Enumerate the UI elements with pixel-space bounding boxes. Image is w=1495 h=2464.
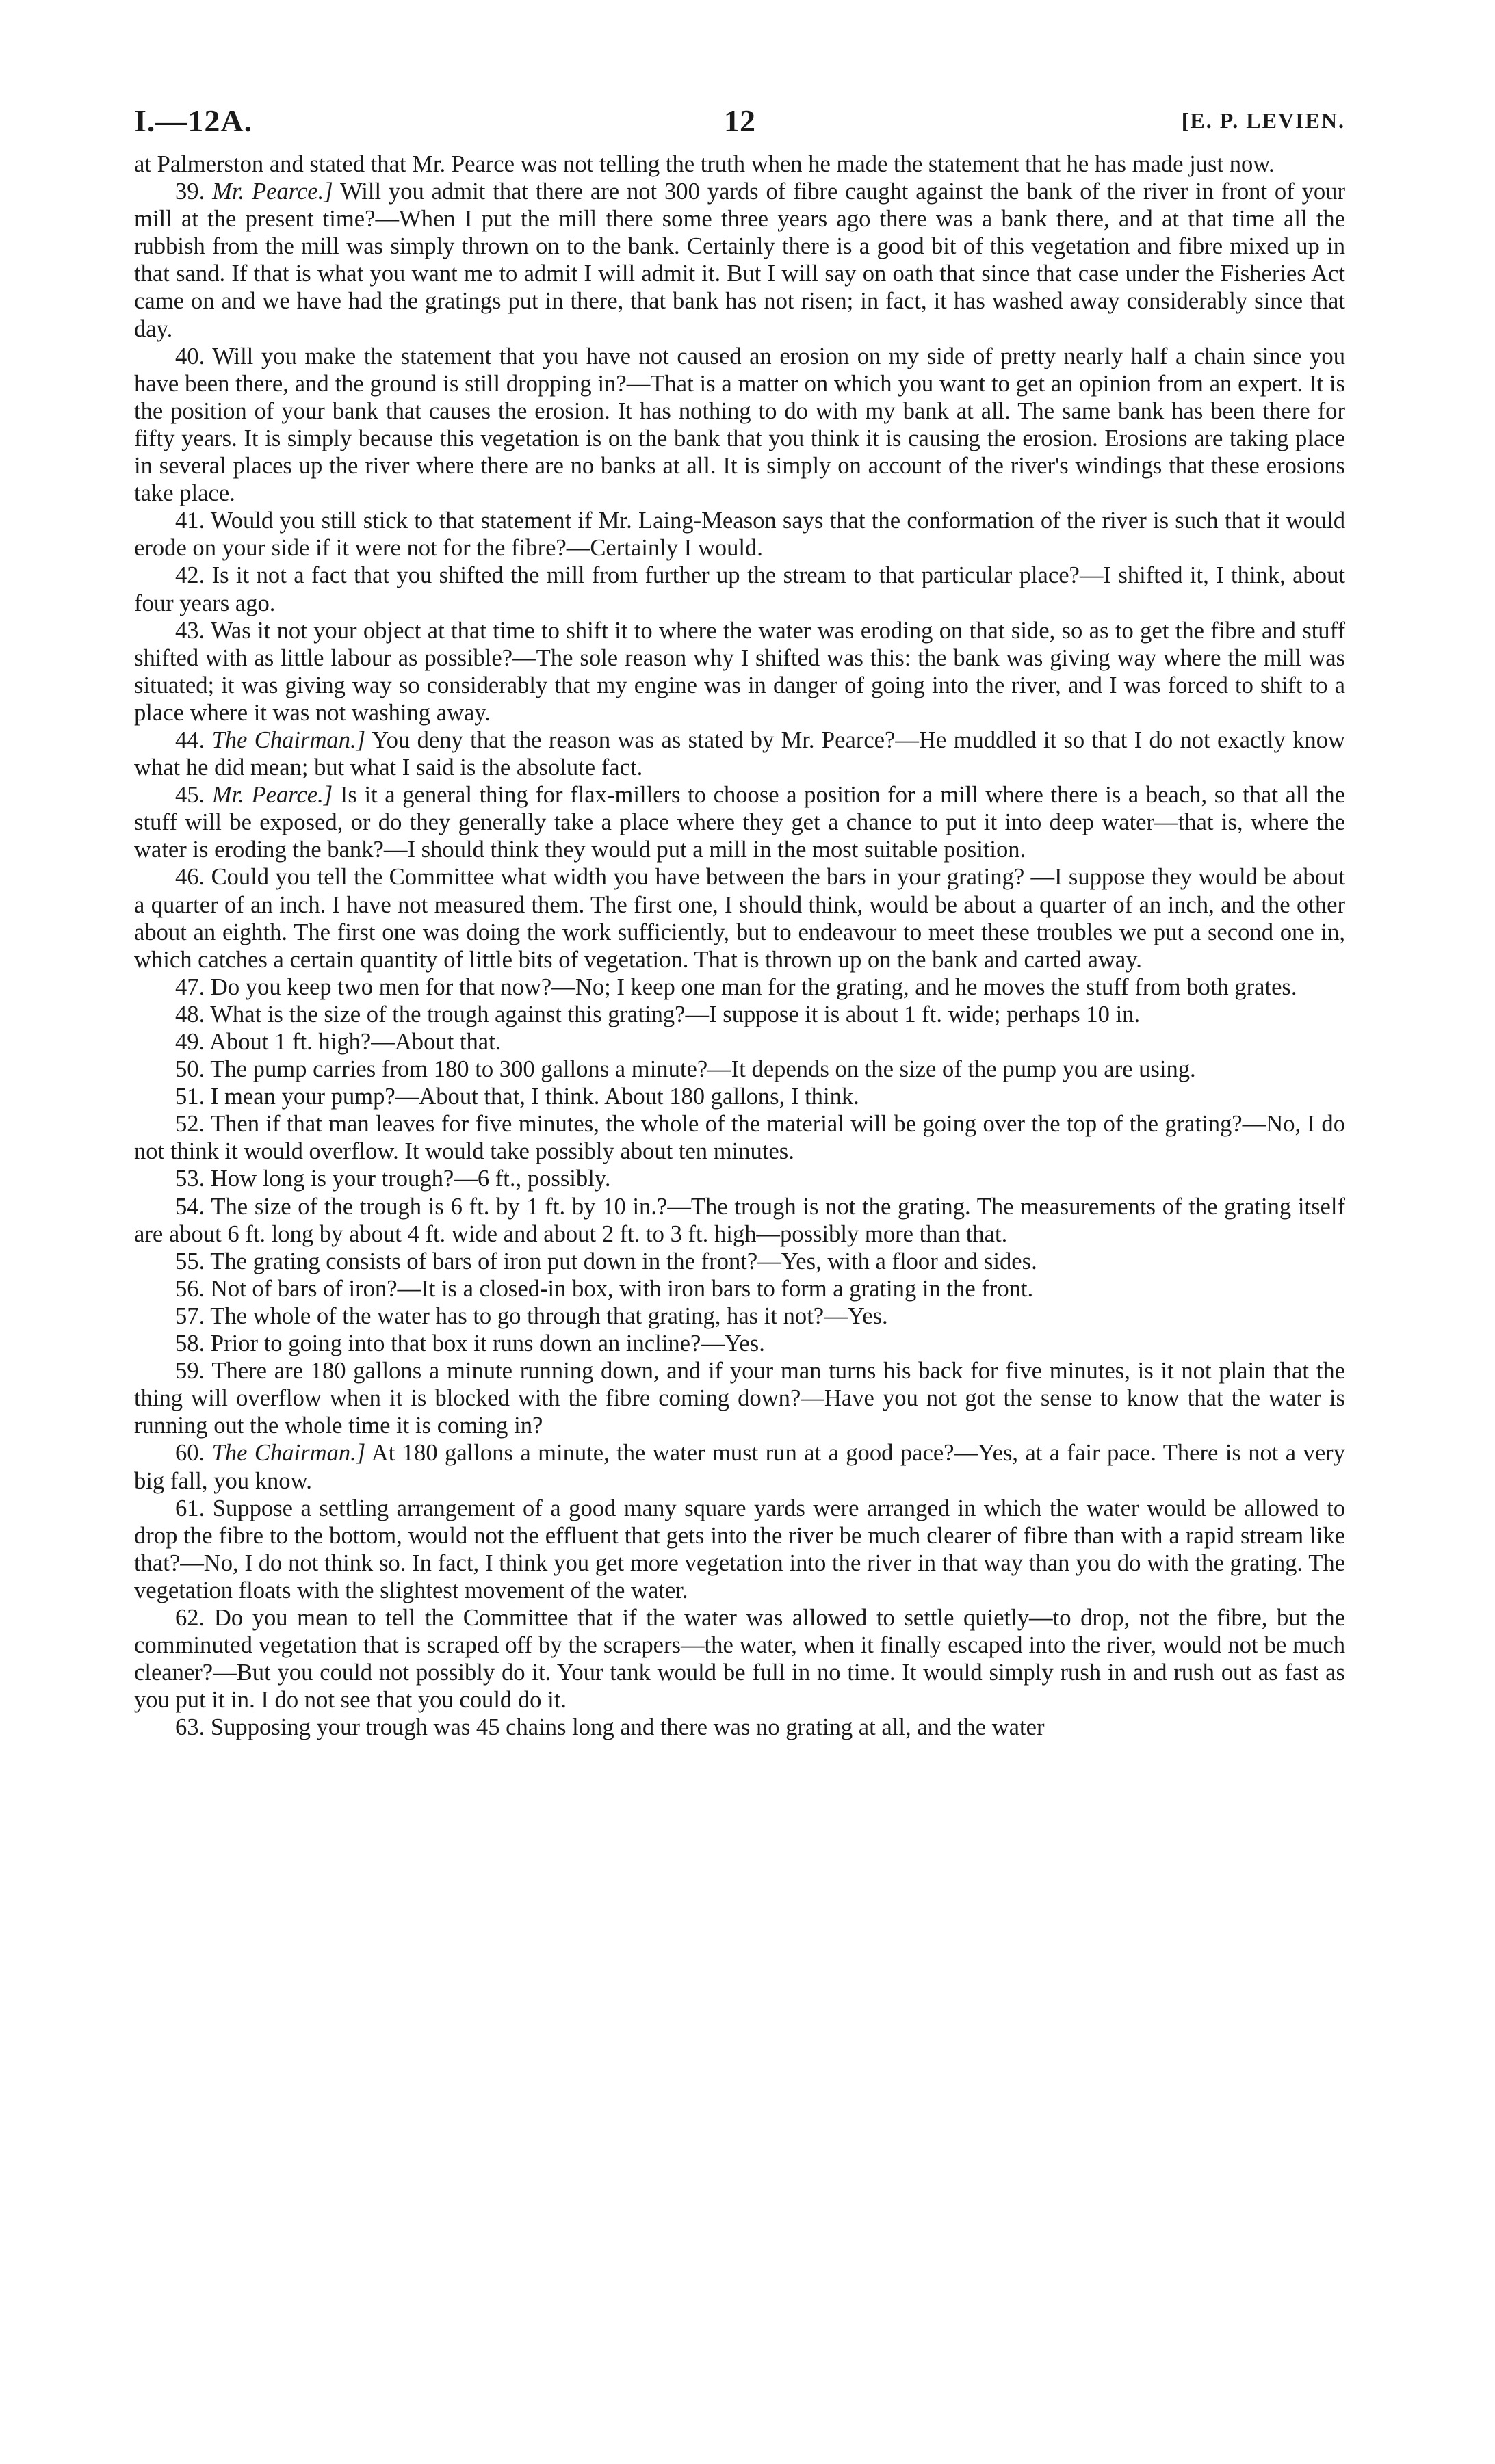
question-number: 58. [175, 1331, 205, 1357]
question-number: 46. [175, 864, 205, 891]
question-number: 44. [175, 726, 205, 753]
speaker: Mr. Pearce.] [211, 782, 333, 809]
paragraph: 63. Supposing your trough was 45 chains long and there was no grating at all, and the water [175, 1714, 1045, 1741]
question-number: 57. [175, 1302, 205, 1329]
paragraph: at Palmerston and stated that Mr. Pearce was not telling the truth when he made the statement that he has made just now. [134, 151, 1275, 177]
paragraph: 57. The whole of the water has to go through that grating, has it not?—Yes. [175, 1302, 888, 1329]
question-number: 48. [175, 1001, 205, 1027]
question-number: 53. [175, 1166, 205, 1192]
question-number: 40. [175, 343, 205, 369]
question-number: 55. [175, 1248, 205, 1274]
question-number: 41. [175, 508, 205, 534]
question-number: 54. [175, 1193, 205, 1220]
paragraph: 59. There are 180 gallons a minute running down, and if your man turns his back for five minutes, is it not plain that the thing will overflow when it is blocked with the fibre coming down?—Have you not got the sense to know that the water is running out the whole time it is coming in? [134, 1358, 1345, 1439]
paragraph: 45. Mr. Pearce.] Is it a general thing for flax-millers to choose a position for a mill where there is a beach, so that all the stuff will be exposed, or do they generally take a place where they get a chance to put it into deep water—that is, where the water is eroding the bank?—I should think they would put a mill in the most suitable position. [134, 782, 1345, 863]
paragraph: 61. Suppose a settling arrangement of a good many square yards were arranged in which the water would be allowed to drop the fibre to the bottom, would not the effluent that gets into the river be much clearer of fibre than with a rapid stream like that?—No, I do not think so. In fact, I think you get more vegetation into the river in that way than you do with the grating. The vegetation floats with the slightest movement of the water. [134, 1495, 1346, 1603]
paragraph: 52. Then if that man leaves for five minutes, the whole of the material will be going over the top of the grating?—No, I do not think it would overflow. It would take possibly about ten minutes. [134, 1111, 1345, 1165]
question-number: 52. [175, 1111, 205, 1138]
paragraph: 55. The grating consists of bars of iron put down in the front?—Yes, with a floor and sides. [175, 1248, 1037, 1274]
paragraph: 50. The pump carries from 180 to 300 gallons a minute?—It depends on the size of the pump you are using. [175, 1056, 1196, 1083]
question-number: 51. [175, 1084, 205, 1110]
question-number: 39. [175, 179, 205, 205]
paragraph: 42. Is it not a fact that you shifted the mill from further up the stream to that particular place?—I shifted it, I think, about four years ago. [134, 562, 1345, 616]
paragraph: 44. The Chairman.] You deny that the reason was as stated by Mr. Pearce?—He muddled it so that I do not exactly know what he did mean; but what I said is the absolute fact. [134, 726, 1345, 781]
question-number: 47. [175, 973, 205, 1000]
paragraph: 54. The size of the trough is 6 ft. by 1 ft. by 10 in.?—The trough is not the grating. The measurements of the grating itself are about 6 ft. long by about 4 ft. wide and about 2 ft. to 3 ft. high—possibly more than that. [134, 1193, 1346, 1247]
question-number: 62. [175, 1604, 205, 1631]
paragraph: 40. Will you make the statement that you have not caused an erosion on my side of pretty nearly half a chain since you have been there, and the ground is still dropping in?—That is a matter on which you want to get an opinion from an expert. It is the position of your bank that causes the erosion. It has nothing to do with my bank at all. The same bank has been there for fifty years. It is simply because this vegetation is on the bank that you think it is causing the erosion. Erosions are taking place in several places up the river where there are no banks at all. It is simply on account of the river's windings that these erosions take place. [134, 343, 1345, 507]
question-number: 61. [175, 1495, 205, 1521]
question-number: 60. [175, 1440, 205, 1467]
question-number: 56. [175, 1275, 205, 1302]
witness-name: [E. P. LEVIEN. [1181, 108, 1345, 133]
paragraph: 62. Do you mean to tell the Committee that if the water was allowed to settle quietly—to drop, not the fibre, but the comminuted vegetation that is scraped off by the scrapers—the water, when it finally escaped into the river, would not be much cleaner?—But you could not possibly do it. Your tank would be full in no time. It would simply rush in and rush out as fast as you put it in. I do not see that you could do it. [134, 1604, 1345, 1714]
paragraph: 48. What is the size of the trough against this grating?—I suppose it is about 1 ft. wide; perhaps 10 in. [175, 1001, 1141, 1027]
paragraph: 49. About 1 ft. high?—About that. [175, 1029, 502, 1055]
paragraph: 41. Would you still stick to that statement if Mr. Laing-Meason says that the conformation of the river is such that it would erode on your side if it were not for the fibre?—Certainly I would. [134, 508, 1345, 562]
question-number: 43. [175, 617, 205, 644]
question-number: 49. [175, 1029, 205, 1055]
page-number: 12 [724, 103, 755, 138]
paper-reference: I.—12A. [134, 103, 253, 138]
paragraph: 46. Could you tell the Committee what width you have between the bars in your grating? —I suppose they would be about a quarter of an inch. I have not measured them. The first one, I should think, would be about a quarter of an inch, and the other about an eighth. The first one was doing the work sufficiently, but to endeavour to meet these troubles we put a second one in, which catches a certain quantity of little bits of vegetation. That is thrown up on the bank and carted away. [134, 864, 1345, 973]
question-number: 42. [175, 562, 205, 589]
document-body [134, 150, 1345, 1741]
paragraph: 56. Not of bars of iron?—It is a closed-in box, with iron bars to form a grating in the front. [175, 1275, 1034, 1302]
question-number: 45. [175, 782, 205, 809]
paragraph: 47. Do you keep two men for that now?—No; I keep one man for the grating, and he moves the stuff from both grates. [175, 973, 1297, 1000]
page-header [134, 103, 1345, 150]
speaker: Mr. Pearce.] [212, 179, 333, 205]
question-number: 59. [175, 1358, 205, 1385]
paragraph: 51. I mean your pump?—About that, I think. About 180 gallons, I think. [175, 1084, 859, 1110]
paragraph: 43. Was it not your object at that time to shift it to where the water was eroding on that side, so as to get the fibre and stuff shifted with as little labour as possible?—The sole reason why I shifted was this: the bank was giving way where the mill was situated; it was giving way so considerably that my engine was in danger of going into the river, and I was forced to shift to a place where it was not washing away. [134, 617, 1345, 726]
document-page [134, 103, 1345, 1741]
speaker: The Chairman.] [211, 1440, 366, 1467]
paragraph: 39. Mr. Pearce.] Will you admit that there are not 300 yards of fibre caught against the bank of the river in front of your mill at the present time?—When I put the mill there some three years ago there was a bank there, and at that time all the rubbish from the mill was simply thrown on to the bank. Certainly there is a good bit of this vegetation and fibre mixed up in that sand. If that is what you want me to admit I will admit it. But I will say on oath that since that case under the Fisheries Act came on and we have had the gratings put in there, that bank has not risen; in fact, it has washed away considerably since that day. [134, 179, 1345, 342]
paragraph: 53. How long is your trough?—6 ft., possibly. [175, 1166, 611, 1192]
question-number: 50. [175, 1056, 205, 1083]
paragraph: 60. The Chairman.] At 180 gallons a minute, the water must run at a good pace?—Yes, at a fair pace. There is not a very big fall, you know. [134, 1440, 1345, 1494]
question-number: 63. [175, 1714, 205, 1741]
speaker: The Chairman.] [211, 726, 366, 753]
paragraph: 58. Prior to going into that box it runs down an incline?—Yes. [175, 1331, 765, 1357]
